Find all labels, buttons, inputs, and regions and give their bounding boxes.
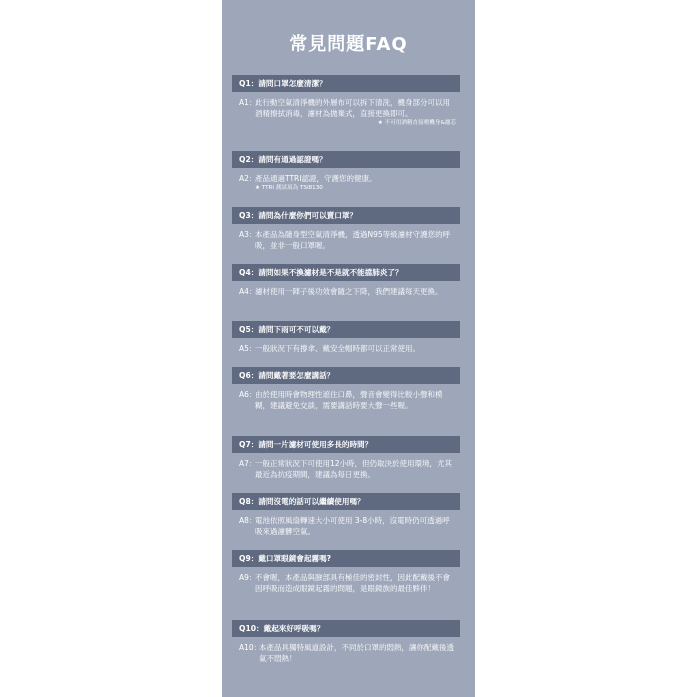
answer-text-6: 由於使用時會物理性遮住口鼻，聲音會變得比較小聲和模糊，建議避免交談，需要講話時要大聲一些喔。 — [255, 390, 443, 410]
answer-label-1: A1： — [239, 98, 257, 107]
faq-note-2: ★ TTRI 測試項為 TSI8130 — [255, 185, 323, 191]
faq-answer-9 — [232, 572, 460, 594]
answer-text-1: 此行動空氣清淨機的外層布可以拆下清洗，機身部分可以用酒精擦拭消毒，濾材為拋棄式，直接更換即可。 — [255, 98, 450, 118]
answer-label-8: A8： — [239, 516, 257, 525]
faq-answer-4 — [232, 286, 460, 297]
answer-label-10: A10： — [239, 643, 262, 652]
faq-item-3 — [232, 207, 460, 251]
faq-answer-10 — [232, 642, 460, 664]
faq-question-7: Q7：請問一片濾材可使用多長的時間？ — [232, 436, 460, 453]
faq-answer-2 — [232, 173, 460, 184]
answer-label-6: A6： — [239, 390, 257, 399]
answer-label-4: A4： — [239, 287, 257, 296]
answer-text-10: 本產品具獨特風道設計，不同於口罩的悶熱，讓你配戴後透氣不悶熱！ — [259, 643, 454, 663]
answer-label-2: A2： — [239, 174, 257, 183]
faq-item-5 — [232, 321, 460, 354]
faq-item-10 — [232, 620, 460, 664]
answer-text-7: 一般正常狀況下可使用12小時，但仍取決於使用環境，尤其最近為抗疫期間，建議為每日更換。 — [255, 459, 453, 479]
faq-item-4 — [232, 264, 460, 297]
faq-question-2: Q2：請問有通過認證嗎？ — [232, 151, 460, 168]
faq-question-5: Q5：請問下雨可不可以戴？ — [232, 321, 460, 338]
faq-item-9 — [232, 550, 460, 594]
faq-answer-1 — [232, 97, 460, 119]
faq-item-8 — [232, 493, 460, 537]
answer-label-5: A5： — [239, 344, 257, 353]
answer-label-3: A3： — [239, 230, 257, 239]
faq-answer-5 — [232, 343, 460, 354]
faq-question-10: Q10：戴起來好呼吸嗎？ — [232, 620, 460, 637]
answer-text-5: 一般狀況下有撐傘、戴安全帽時都可以正常使用。 — [255, 344, 420, 353]
faq-answer-3 — [232, 229, 460, 251]
faq-note-1: ★ 不可用酒精直接噴機身&濾芯 — [377, 120, 456, 126]
answer-label-7: A7： — [239, 459, 257, 468]
faq-item-6 — [232, 367, 460, 411]
faq-item-7 — [232, 436, 460, 480]
answer-label-9: A9： — [239, 573, 257, 582]
faq-question-8: Q8：請問沒電的話可以繼續使用嗎？ — [232, 493, 460, 510]
faq-question-6: Q6：請問戴著要怎麼講話？ — [232, 367, 460, 384]
faq-answer-6 — [232, 389, 460, 411]
answer-text-3: 本產品為隨身型空氣清淨機，透過N95等級濾材守護您的呼吸，並非一般口罩喔。 — [255, 230, 451, 250]
faq-question-9: Q9：戴口罩眼鏡會起霧嗎? — [232, 550, 460, 567]
answer-text-4: 濾材使用一陣子後功效會隨之下降，我們建議每天更換。 — [255, 287, 443, 296]
faq-question-4: Q4：請問如果不換濾材是不是就不能擋肺炎了？ — [232, 264, 460, 281]
answer-text-8: 電池依照風扇轉速大小可使用 3-8小時，沒電時仍可透過呼吸來過濾髒空氣。 — [255, 516, 450, 536]
answer-text-2: 產品通過TTRI認證，守護您的健康。 — [255, 174, 377, 183]
faq-answer-7 — [232, 458, 460, 480]
answer-text-9: 不會喔，本產品與臉部具有極佳的密封性，因此配戴後不會因呼吸而造成眼鏡起霧的問題，是眼鏡族的最佳夥伴！ — [255, 573, 450, 593]
page-title: 常見問題FAQ — [289, 34, 408, 55]
faq-question-1: Q1：請問口罩怎麼清潔？ — [232, 75, 460, 92]
faq-item-2 — [232, 151, 460, 193]
faq-panel — [222, 0, 475, 697]
faq-answer-8 — [232, 515, 460, 537]
faq-question-3: Q3：請問為什麼你們可以賣口罩？ — [232, 207, 460, 224]
faq-item-1 — [232, 75, 460, 128]
